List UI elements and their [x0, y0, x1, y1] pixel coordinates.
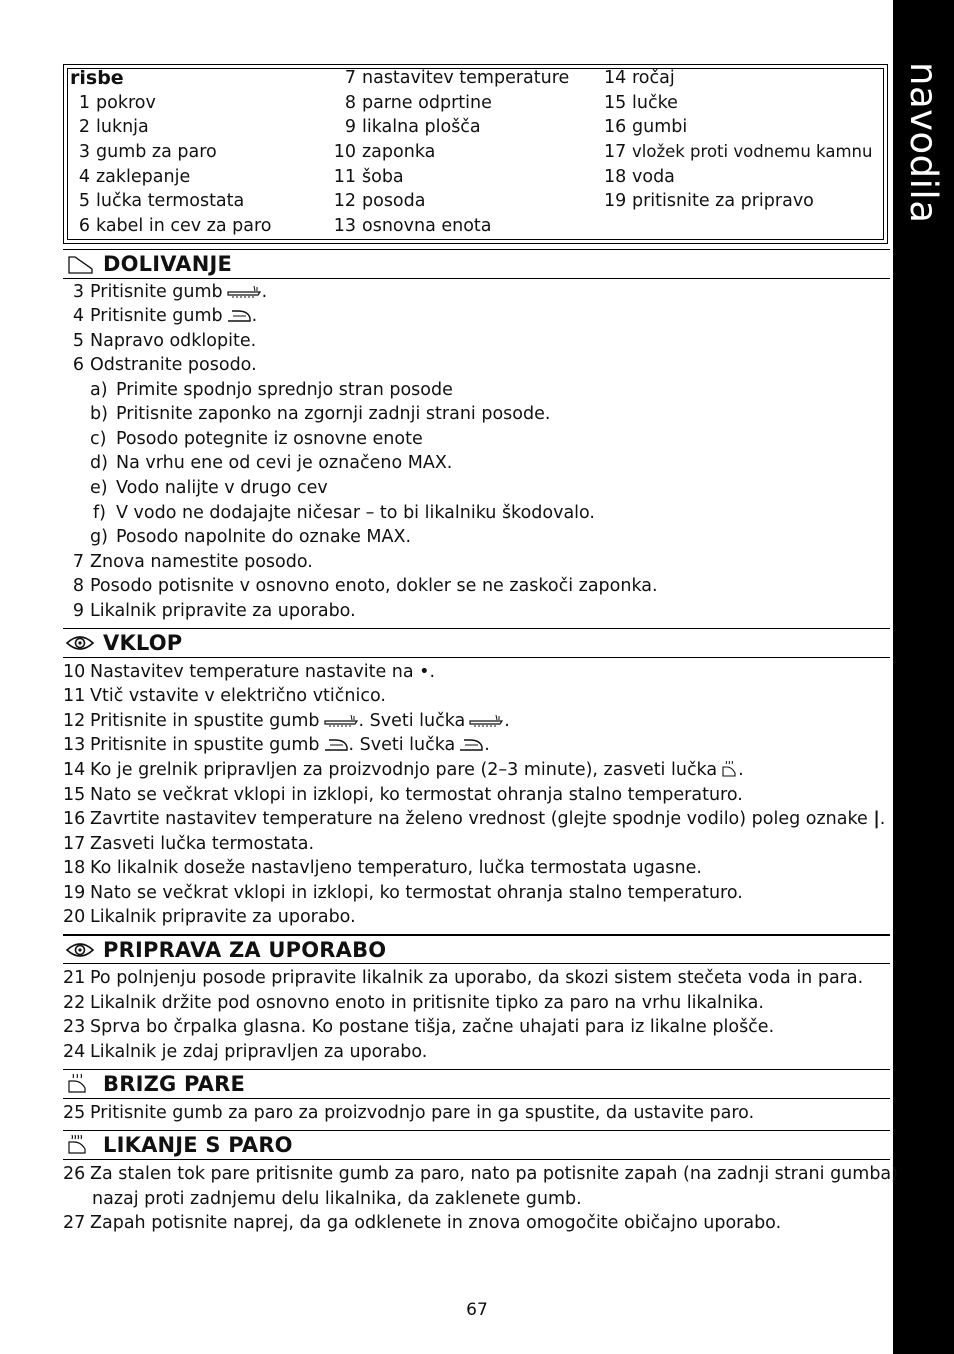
parts-legend-item: 19 pritisnite za pripravo	[604, 191, 814, 212]
parts-legend-item: 2 luknja	[78, 117, 149, 138]
section-header-vklop	[63, 628, 890, 658]
iron-button-icon	[323, 737, 349, 753]
side-tab-label: navodila	[902, 62, 945, 224]
parts-legend-item: 8 parne odprtine	[344, 92, 492, 113]
indicator-mark: |	[873, 809, 880, 829]
parts-legend-item: 14 ročaj	[604, 68, 675, 88]
section-title: LIKANJE S PARO	[103, 1133, 293, 1157]
section-header-dolivanje	[63, 249, 890, 279]
eye-icon	[65, 632, 95, 654]
section-header-priprava	[63, 934, 890, 964]
parts-legend-item: 10 zaponka	[333, 142, 436, 163]
parts-legend-item: 15 lučke	[604, 92, 678, 113]
section-header-brizg	[63, 1069, 890, 1099]
water-tank-icon	[65, 253, 95, 275]
steam-button-icon	[226, 285, 262, 299]
parts-legend-item: 12 posoda	[333, 191, 426, 212]
parts-legend-column-3	[604, 66, 886, 214]
parts-legend-item: 6 kabel in cev za paro	[78, 216, 272, 237]
section-title: BRIZG PARE	[103, 1072, 245, 1096]
section-title: VKLOP	[103, 631, 183, 655]
parts-legend-item: 5 lučka termostata	[78, 191, 245, 212]
steam-ironing-icon	[65, 1134, 95, 1156]
parts-legend-item: 18 voda	[604, 166, 675, 187]
parts-legend-column-1	[70, 66, 330, 239]
iron-light-icon	[458, 737, 484, 753]
parts-legend-item: 16 gumbi	[604, 117, 688, 138]
parts-legend-item: 1 pokrov	[78, 92, 156, 113]
parts-legend-item: 13 osnovna enota	[333, 216, 492, 237]
parts-legend-item: 7 nastavitev temperature	[344, 68, 570, 88]
steam-ready-icon	[720, 761, 738, 779]
parts-legend-item: 9 likalna plošča	[344, 117, 481, 138]
section-header-likanje	[63, 1130, 890, 1160]
iron-button-icon	[226, 308, 252, 324]
parts-legend-item: 4 zaklepanje	[78, 166, 191, 187]
section-title: PRIPRAVA ZA UPORABO	[103, 938, 387, 962]
eye-icon	[65, 939, 95, 961]
steam-burst-icon	[65, 1073, 95, 1095]
parts-legend-item: 11 šoba	[333, 166, 404, 187]
parts-legend-item: 3 gumb za paro	[78, 142, 217, 163]
page-number: 67	[466, 1300, 488, 1320]
list-item-continuation: nazaj proti zadnjemu delu likalnika, da zaklenete gumb.	[92, 1189, 582, 1209]
steam-button-icon	[323, 714, 359, 728]
section-title: DOLIVANJE	[103, 252, 233, 276]
parts-legend-title: risbe	[70, 67, 124, 89]
parts-legend-item: 17 vložek proti vodnemu kamnu	[604, 142, 873, 163]
steam-light-icon	[468, 714, 504, 728]
parts-legend-column-2	[333, 66, 593, 239]
